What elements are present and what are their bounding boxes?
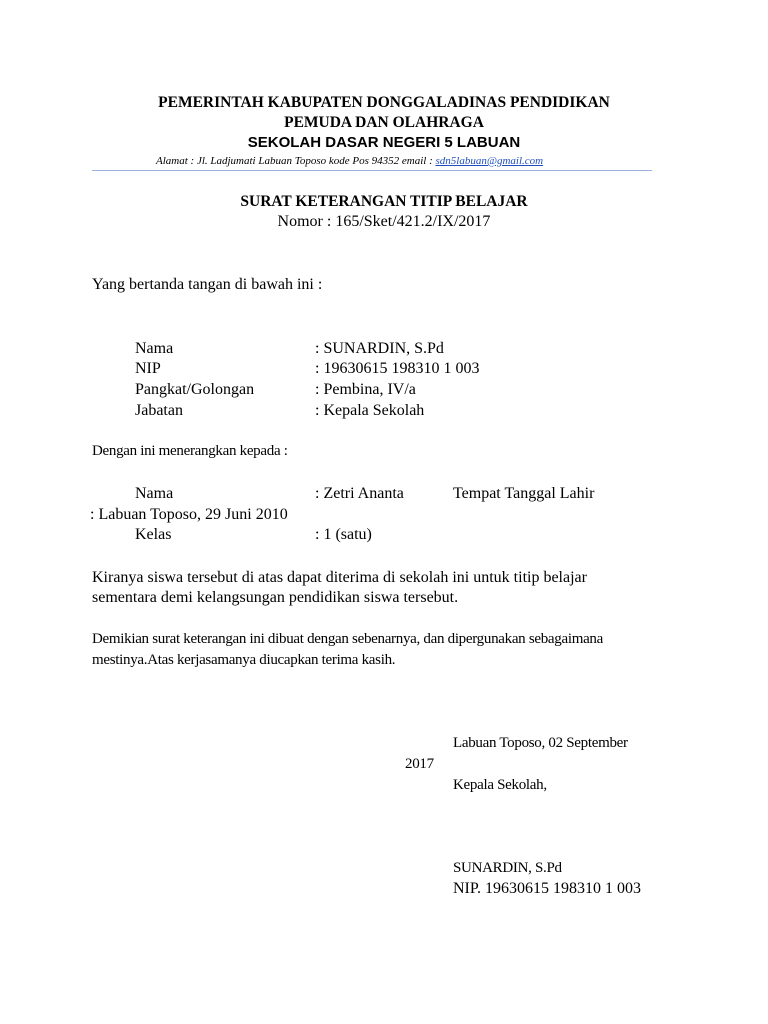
signer-nip-value: : 19630615 198310 1 003 <box>315 360 480 377</box>
letterhead-line-1: PEMERINTAH KABUPATEN DONGGALADINAS PENDIDIKAN <box>158 94 610 111</box>
signer-name-label: Nama <box>135 340 174 357</box>
document-number: Nomor : 165/Sket/421.2/IX/2017 <box>277 213 491 230</box>
intro-text: Yang bertanda tangan di bawah ini : <box>92 276 323 293</box>
paragraph-2-line-2: mestinya.Atas kerjasamanya diucapkan terima kasih. <box>92 652 396 668</box>
signer-position-label: Jabatan <box>135 402 183 419</box>
student-class-label: Kelas <box>135 526 172 543</box>
signature-nip: NIP. 19630615 198310 1 003 <box>453 880 642 897</box>
signer-position-value: : Kepala Sekolah <box>315 402 425 419</box>
student-name-label: Nama <box>135 485 174 502</box>
email-link[interactable]: sdn5labuan@gmail.com <box>435 155 544 167</box>
signer-rank-label: Pangkat/Golongan <box>135 381 255 398</box>
signature-name: SUNARDIN, S.Pd <box>453 860 562 876</box>
student-name-value: : Zetri Ananta <box>315 485 404 502</box>
paragraph-1-line-2: sementara demi kelangsungan pendidikan siswa tersebut. <box>92 589 459 606</box>
address-line <box>156 155 543 167</box>
letterhead-divider <box>92 170 652 171</box>
letterhead-line-2: PEMUDA DAN OLAHRAGA <box>284 114 484 131</box>
signer-rank-value: : Pembina, IV/a <box>315 381 416 398</box>
address-text: Alamat : Jl. Ladjumati Labuan Toposo kode Pos 94352 email : <box>156 155 433 167</box>
signer-name-value: : SUNARDIN, S.Pd <box>315 340 444 357</box>
student-birth-label: Tempat Tanggal Lahir <box>453 485 595 502</box>
paragraph-2-line-1: Demikian surat keterangan ini dibuat dengan sebenarnya, dan dipergunakan sebagaimana <box>92 631 603 647</box>
explain-text: Dengan ini menerangkan kepada : <box>92 443 288 459</box>
signer-nip-label: NIP <box>135 360 161 377</box>
paragraph-1-line-1: Kiranya siswa tersebut di atas dapat diterima di sekolah ini untuk titip belajar <box>92 569 587 586</box>
student-birth-value: : Labuan Toposo, 29 Juni 2010 <box>90 506 288 523</box>
school-name: SEKOLAH DASAR NEGERI 5 LABUAN <box>247 134 521 151</box>
student-class-value: : 1 (satu) <box>315 526 372 543</box>
document-title: SURAT KETERANGAN TITIP BELAJAR <box>240 193 528 210</box>
signature-place-date: Labuan Toposo, 02 September <box>453 735 628 751</box>
signature-year: 2017 <box>405 756 434 772</box>
signature-position: Kepala Sekolah, <box>453 777 547 793</box>
